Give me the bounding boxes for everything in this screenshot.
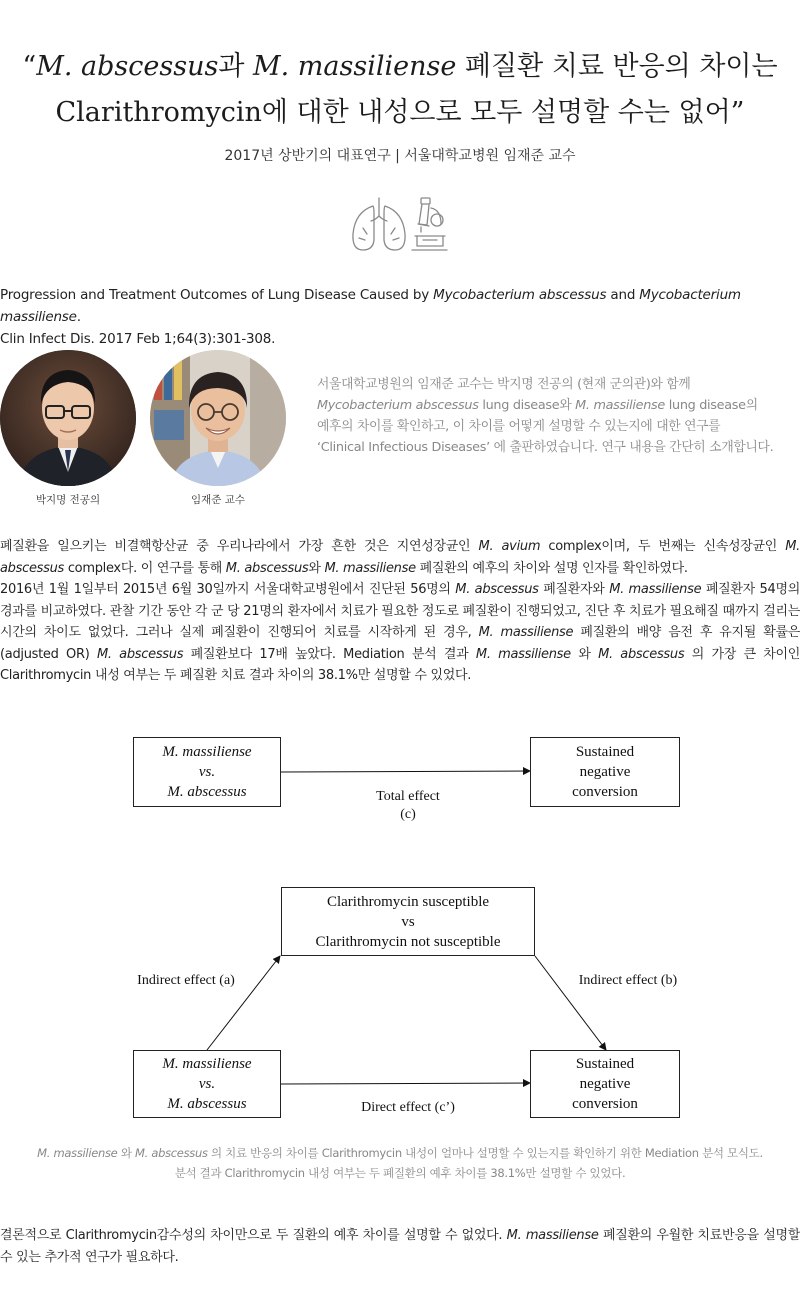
box-top-right: Sustained negative conversion [530, 737, 680, 807]
title-line-2: Clarithromycin에 대한 내성으로 모두 설명할 수는 없어” [55, 97, 745, 128]
total-effect-arrow [281, 771, 530, 772]
emblem [349, 194, 451, 256]
direct-effect-label: Direct effect (c’) [361, 1100, 455, 1115]
page-subtitle: 2017년 상반기의 대표연구 | 서울대학교병원 임재준 교수 [224, 148, 576, 164]
box-bottom-left: M. massiliense vs. M. abscessus [133, 1050, 281, 1118]
microscope-icon [412, 198, 447, 250]
box-top-left: M. massiliense vs. M. abscessus [133, 737, 281, 807]
person1-caption: 박지명 전공의 [35, 494, 101, 506]
lungs-icon [353, 198, 405, 250]
person2-caption: 임재준 교수 [190, 494, 246, 506]
page-title [0, 44, 800, 136]
body-text [0, 536, 800, 687]
box-mediator: Clarithromycin susceptible vs Clarithromycin not susceptible [281, 887, 535, 956]
body-paragraph-1: 폐질환을 일으키는 비결핵항산균 중 우리나라에서 가장 흔한 것은 지연성장균인 M. avium complex이며, 두 번째는 신속성장균인 M. abscessus complex다. 이 연구를 통해 M. abscessus와 M. massiliense 폐질환의 예후의 차이와 설명 인자를 확인하였다. [0, 539, 800, 576]
conclusion-text: 결론적으로 Clarithromycin감수성의 차이만으로 두 질환의 예후 차이를 설명할 수 없었다. M. massiliense 폐질환의 우월한 치료반응을 설명할 수 있는 추가적 연구가 필요하다. [0, 1228, 800, 1265]
body-paragraph-2: 2016년 1월 1일부터 2015년 6월 30일까지 서울대학교병원에서 진단된 56명의 M. abscessus 폐질환자와 M. massiliense 폐질환자 54명의 경과를 비교하였다. 관찰 기간 동안 각 군 당 21명의 환자에서 치료가 필요한 정도로 폐질환이 진행되었고, 진단 후 치료가 필요해질 때까지 걸리는 시간의 차이도 없었다. 그러나 실제 폐질환이 진행되어 치료를 시작하게 된 경우, M. massiliense 폐질환의 배양 음전 후 유지될 확률은 (adjusted OR) M. abscessus 폐질환보다 17배 높았다. Mediation 분석 결과 M. massiliense 와 M. abscessus 의 가장 큰 차이인 Clarithromycin 내성 여부는 두 폐질환 치료 결과 차이의 38.1%만 설명할 수 있었다. [0, 582, 800, 683]
avatar-person1 [0, 350, 136, 486]
intro-text: 서울대학교병원의 임재준 교수는 박지명 전공의 (현재 군의관)와 함께 Mycobacterium abscessus lung disease와 M. massiliense lung disease의 예후의 차이를 확인하고, 이 차이를 어떻게 설명할 수 있는지에 대한 연구를 ‘Clinical Infectious Diseases’ 에 출판하였습니다. 연구 내용을 간단히 소개합니다. [317, 377, 774, 455]
mediation-diagram [0, 720, 800, 1140]
indirect-a-arrow [207, 956, 280, 1050]
total-effect-label: Total effect (c) [376, 789, 440, 822]
indirect-a-label: Indirect effect (a) [137, 973, 235, 988]
direct-effect-arrow [281, 1083, 530, 1084]
title-line-1: “M. abscessus과 M. massiliense 폐질환 치료 반응의 차이는 [22, 51, 778, 82]
figure-caption: M. massiliense 와 M. abscessus 의 치료 반응의 차이를 Clarithromycin 내성이 얼마나 설명할 수 있는지를 확인하기 위한 Mediation 분석 모식도. 분석 결과 Clarithromycin 내성 여부는 두 폐질환의 예후 차이를 38.1%만 설명할 수 있었다. [37, 1146, 763, 1180]
citation: Progression and Treatment Outcomes of Lung Disease Caused by Mycobacterium abscessus and Mycobacterium massiliense. Clin Infect Dis. 2017 Feb 1;64(3):301-308. [0, 287, 741, 347]
indirect-b-arrow [535, 956, 606, 1050]
box-bottom-right: Sustained negative conversion [530, 1050, 680, 1118]
indirect-b-label: Indirect effect (b) [578, 973, 678, 988]
avatar-person2 [150, 350, 286, 486]
